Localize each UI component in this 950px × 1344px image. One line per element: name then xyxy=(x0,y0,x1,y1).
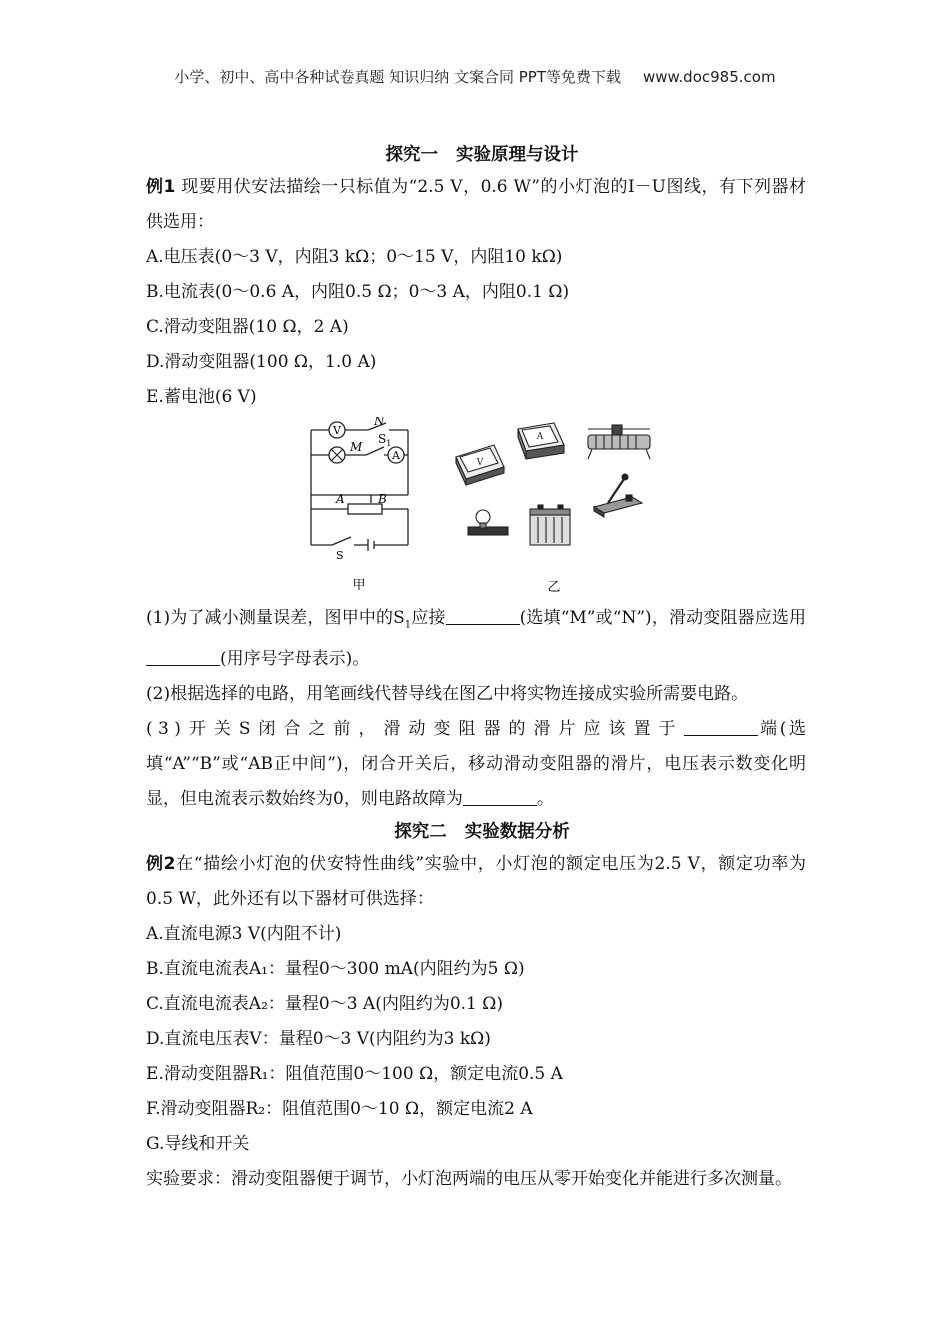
option2-f: F.滑动变阻器R₂：阻值范围0～10 Ω，额定电流2 A xyxy=(146,1099,533,1120)
section1-title-a: 探究一 xyxy=(385,145,438,165)
option2-b: B.直流电流表A₁：量程0～300 mA(内阻约为5 Ω) xyxy=(146,959,525,980)
lamp-symbol xyxy=(329,447,345,463)
example1-intro xyxy=(146,170,806,240)
example1-label: 例1 xyxy=(146,177,176,197)
question-3 xyxy=(146,712,806,817)
caption-yi: 乙 xyxy=(547,580,561,595)
section2-title-b: 实验数据分析 xyxy=(464,822,570,843)
answer-blank-1[interactable] xyxy=(446,606,520,625)
section2-title-a: 探究二 xyxy=(394,822,447,843)
label-m: M xyxy=(350,440,363,454)
option-e: E.蓄电池(6 V) xyxy=(146,387,257,407)
voltmeter-label: V xyxy=(333,424,341,437)
option2-g: G.导线和开关 xyxy=(146,1134,250,1155)
section1-title xyxy=(158,140,806,170)
caption-jia: 甲 xyxy=(352,578,366,593)
header-text: 小学、初中、高中各种试卷真题 知识归纳 文案合同 PPT等免费下载 xyxy=(174,68,621,86)
q3-part-c: 。 xyxy=(536,789,554,810)
section2-title xyxy=(158,817,806,847)
q1-part-d: (用序号字母表示)。 xyxy=(220,649,370,670)
requirement: 实验要求：滑动变阻器便于调节，小灯泡两端的电压从零开始变化并能进行多次测量。 xyxy=(146,1169,792,1190)
page-header xyxy=(0,66,950,87)
q3-part-b: 端(选填“A”“B”或“AB正中间”)，闭合开关后，移动滑动变阻器的滑片，电压表示数变化明显，但电流表示数始终为0，则电路故障为 xyxy=(146,719,806,810)
circuit-figure xyxy=(146,417,806,597)
ammeter-label: A xyxy=(392,449,400,462)
answer-blank-2[interactable] xyxy=(146,647,220,666)
option2-d: D.直流电压表V：量程0～3 V(内阻约为3 kΩ) xyxy=(146,1029,491,1050)
label-n: N xyxy=(374,417,385,428)
answer-blank-4[interactable] xyxy=(463,787,537,806)
label-s1: $S_1$ xyxy=(378,432,392,448)
switch-device-icon xyxy=(594,474,642,517)
option2-e: E.滑动变阻器R₁：阻值范围0～100 Ω，额定电流0.5 A xyxy=(146,1064,563,1085)
figure-svg xyxy=(146,417,806,597)
q3-part-a: (3)开关S闭合之前，滑动变阻器的滑片应该置于 xyxy=(146,719,684,740)
q1-part-a: (1)为了减小测量误差，图甲中的S xyxy=(146,608,405,628)
ammeter-symbol xyxy=(388,447,404,463)
label-s: S xyxy=(336,549,344,562)
option-a: A.电压表(0～3 V，内阻3 kΩ；0～15 V，内阻10 kΩ) xyxy=(146,247,563,267)
voltmeter-device-icon xyxy=(456,445,504,485)
answer-blank-3[interactable] xyxy=(684,717,758,736)
label-b: B xyxy=(378,492,387,506)
voltmeter-symbol xyxy=(329,422,345,438)
example2-intro xyxy=(146,847,806,917)
option2-a: A.直流电源3 V(内阻不计) xyxy=(146,924,342,945)
option-c: C.滑动变阻器(10 Ω，2 A) xyxy=(146,317,349,337)
option-b: B.电流表(0～0.6 A，内阻0.5 Ω；0～3 A，内阻0.1 Ω) xyxy=(146,282,570,302)
question-2: (2)根据选择的电路，用笔画线代替导线在图乙中将实物连接成实验所需要电路。 xyxy=(146,684,749,705)
example2-intro-text: 在“描绘小灯泡的伏安特性曲线”实验中，小灯泡的额定电压为2.5 V，额定功率为0.5 W，此外还有以下器材可供选择： xyxy=(146,854,806,910)
lamp-device-icon xyxy=(468,510,508,535)
option2-c: C.直流电流表A₂：量程0～3 A(内阻约为0.1 Ω) xyxy=(146,994,504,1015)
label-a: A xyxy=(336,492,345,506)
header-site[interactable]: www.doc985.com xyxy=(642,68,776,86)
svg-text:A: A xyxy=(536,432,544,442)
question-1 xyxy=(146,601,806,677)
svg-text:V: V xyxy=(476,458,484,468)
rheostat-device-icon xyxy=(588,425,650,459)
option-d: D.滑动变阻器(100 Ω，1.0 A) xyxy=(146,352,377,372)
battery-device-icon xyxy=(530,505,570,545)
example1-intro-text: 现要用伏安法描绘一只标值为“2.5 V，0.6 W”的小灯泡的I－U图线，有下列器材供选用： xyxy=(146,177,806,232)
q1-part-b: 应接 xyxy=(411,608,446,628)
example2-label: 例2 xyxy=(146,854,176,875)
section1-title-b: 实验原理与设计 xyxy=(456,145,579,165)
q1-part-c: (选填“M”或“N”)，滑动变阻器应选用 xyxy=(519,608,807,628)
ammeter-device-icon xyxy=(518,423,564,459)
document-body xyxy=(146,140,806,1197)
q1-subscript: 1 xyxy=(404,619,412,631)
